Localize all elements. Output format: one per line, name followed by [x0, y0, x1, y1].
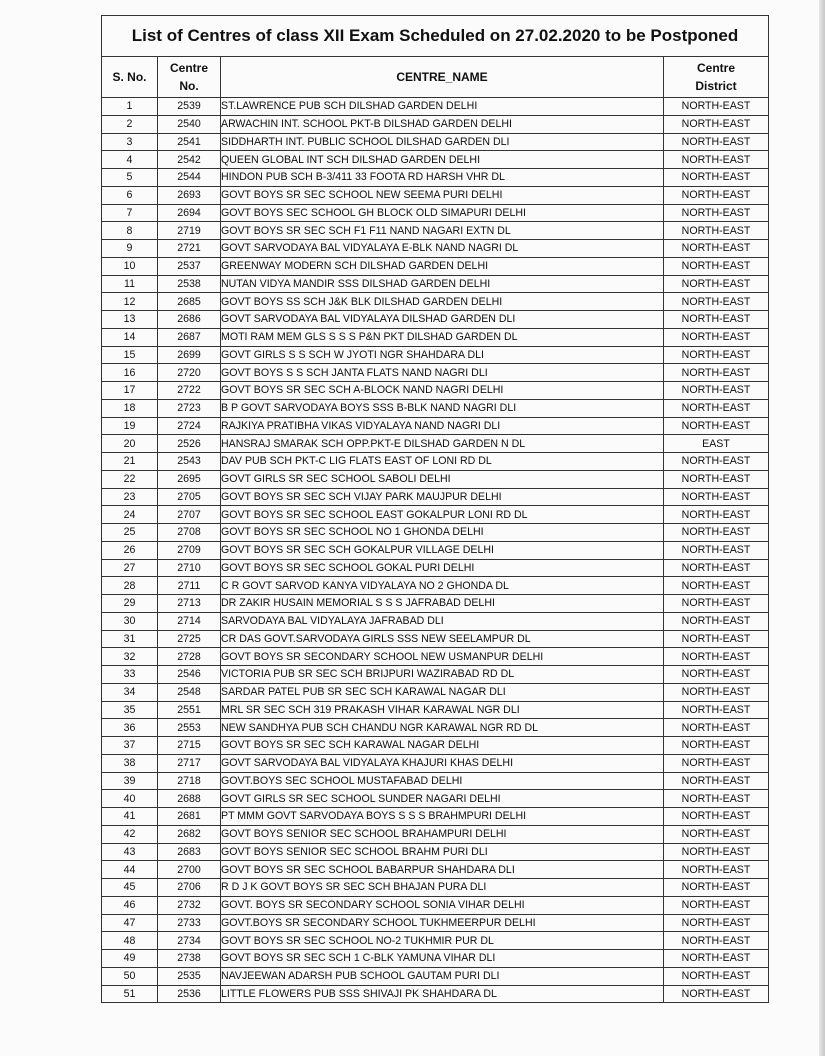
district-cell: NORTH-EAST [664, 382, 769, 400]
serial-number-cell: 47 [102, 914, 158, 932]
district-cell: NORTH-EAST [664, 879, 769, 897]
district-cell: NORTH-EAST [664, 328, 769, 346]
serial-number-cell: 37 [102, 737, 158, 755]
table-row [102, 133, 769, 151]
centre-name-cell: GOVT BOYS SR SEC SCH 1 C-BLK YAMUNA VIHAR DLI [221, 950, 664, 968]
centre-name-cell: NEW SANDHYA PUB SCH CHANDU NGR KARAWAL NGR RD DL [221, 719, 664, 737]
centre-number-cell: 2738 [158, 950, 221, 968]
centre-name-cell: GOVT GIRLS S S SCH W JYOTI NGR SHAHDARA DLI [221, 346, 664, 364]
centre-number-cell: 2732 [158, 896, 221, 914]
centre-name-cell: GOVT BOYS SR SEC SCH GOKALPUR VILLAGE DELHI [221, 541, 664, 559]
district-cell: NORTH-EAST [664, 648, 769, 666]
centre-name-cell: NAVJEEWAN ADARSH PUB SCHOOL GAUTAM PURI DLI [221, 967, 664, 985]
district-cell: NORTH-EAST [664, 666, 769, 684]
centre-number-cell: 2683 [158, 843, 221, 861]
serial-number-cell: 2 [102, 115, 158, 133]
centre-name-cell: GOVT BOYS SR SEC SCHOOL GOKAL PURI DELHI [221, 559, 664, 577]
district-cell: NORTH-EAST [664, 204, 769, 222]
centre-number-cell: 2725 [158, 630, 221, 648]
district-cell: NORTH-EAST [664, 115, 769, 133]
table-row [102, 754, 769, 772]
district-cell: NORTH-EAST [664, 772, 769, 790]
district-cell: NORTH-EAST [664, 932, 769, 950]
serial-number-cell: 51 [102, 985, 158, 1003]
centre-name-cell: GOVT BOYS SS SCH J&K BLK DILSHAD GARDEN DELHI [221, 293, 664, 311]
table-row [102, 843, 769, 861]
centre-number-cell: 2535 [158, 967, 221, 985]
centre-number-cell: 2686 [158, 311, 221, 329]
district-cell: NORTH-EAST [664, 240, 769, 258]
serial-number-cell: 34 [102, 683, 158, 701]
table-row [102, 648, 769, 666]
centre-number-cell: 2710 [158, 559, 221, 577]
centre-name-cell: GOVT BOYS SEC SCHOOL GH BLOCK OLD SIMAPURI DELHI [221, 204, 664, 222]
district-cell: NORTH-EAST [664, 985, 769, 1003]
serial-number-cell: 3 [102, 133, 158, 151]
district-cell: NORTH-EAST [664, 825, 769, 843]
centre-number-cell: 2709 [158, 541, 221, 559]
table-row [102, 275, 769, 293]
centre-name-cell: GOVT BOYS SR SEC SCH VIJAY PARK MAUJPUR DELHI [221, 488, 664, 506]
district-cell: NORTH-EAST [664, 559, 769, 577]
serial-number-cell: 38 [102, 754, 158, 772]
table-row [102, 524, 769, 542]
table-row [102, 186, 769, 204]
table-row [102, 151, 769, 169]
serial-number-cell: 28 [102, 577, 158, 595]
serial-number-cell: 26 [102, 541, 158, 559]
centre-number-cell: 2708 [158, 524, 221, 542]
centre-number-cell: 2687 [158, 328, 221, 346]
district-cell: NORTH-EAST [664, 275, 769, 293]
district-cell: NORTH-EAST [664, 488, 769, 506]
district-cell: NORTH-EAST [664, 169, 769, 187]
centre-number-cell: 2734 [158, 932, 221, 950]
centre-name-cell: CR DAS GOVT.SARVODAYA GIRLS SSS NEW SEELAMPUR DL [221, 630, 664, 648]
table-row [102, 257, 769, 275]
centre-number-cell: 2717 [158, 754, 221, 772]
centre-number-cell: 2707 [158, 506, 221, 524]
table-row [102, 98, 769, 116]
serial-number-cell: 25 [102, 524, 158, 542]
serial-number-cell: 46 [102, 896, 158, 914]
centre-number-cell: 2715 [158, 737, 221, 755]
district-cell: NORTH-EAST [664, 257, 769, 275]
centre-name-cell: GOVT BOYS SENIOR SEC SCHOOL BRAHAMPURI DELHI [221, 825, 664, 843]
centre-name-header: CENTRE_NAME [221, 57, 664, 98]
table-row [102, 470, 769, 488]
document-title: List of Centres of class XII Exam Scheduled on 27.02.2020 to be Postponed [102, 16, 769, 57]
centre-name-cell: RAJKIYA PRATIBHA VIKAS VIDYALAYA NAND NAGRI DLI [221, 417, 664, 435]
title-row [102, 16, 769, 57]
table-row [102, 630, 769, 648]
centre-name-cell: GOVT BOYS SR SEC SCH KARAWAL NAGAR DELHI [221, 737, 664, 755]
centre-number-cell: 2546 [158, 666, 221, 684]
table-row [102, 737, 769, 755]
district-cell: NORTH-EAST [664, 364, 769, 382]
serial-number-cell: 12 [102, 293, 158, 311]
table-row [102, 435, 769, 453]
centre-name-cell: GOVT SARVODAYA BAL VIDYALAYA DILSHAD GARDEN DLI [221, 311, 664, 329]
centre-name-cell: DR ZAKIR HUSAIN MEMORIAL S S S JAFRABAD DELHI [221, 595, 664, 613]
serial-number-cell: 32 [102, 648, 158, 666]
table-row [102, 328, 769, 346]
district-cell: NORTH-EAST [664, 701, 769, 719]
centres-table [101, 15, 769, 1003]
table-row [102, 967, 769, 985]
centre-name-cell: HANSRAJ SMARAK SCH OPP.PKT-E DILSHAD GARDEN N DL [221, 435, 664, 453]
centre-no-header-line2: No. [179, 79, 199, 93]
table-row [102, 559, 769, 577]
centre-number-cell: 2536 [158, 985, 221, 1003]
district-cell: NORTH-EAST [664, 346, 769, 364]
centre-name-cell: GOVT GIRLS SR SEC SCHOOL SABOLI DELHI [221, 470, 664, 488]
district-cell: NORTH-EAST [664, 524, 769, 542]
centre-name-cell: GOVT BOYS SR SEC SCHOOL NO 1 GHONDA DELHI [221, 524, 664, 542]
serial-number-cell: 43 [102, 843, 158, 861]
centre-number-cell: 2728 [158, 648, 221, 666]
centre-name-cell: HINDON PUB SCH B-3/411 33 FOOTA RD HARSH VHR DL [221, 169, 664, 187]
serial-number-cell: 23 [102, 488, 158, 506]
serial-number-cell: 50 [102, 967, 158, 985]
table-body [102, 98, 769, 1003]
centre-name-cell: GOVT BOYS SR SEC SCH F1 F11 NAND NAGARI EXTN DL [221, 222, 664, 240]
centre-number-cell: 2542 [158, 151, 221, 169]
district-cell: NORTH-EAST [664, 222, 769, 240]
centre-name-cell: GOVT BOYS SR SECONDARY SCHOOL NEW USMANPUR DELHI [221, 648, 664, 666]
centre-number-cell: 2718 [158, 772, 221, 790]
centre-name-cell: C R GOVT SARVOD KANYA VIDYALAYA NO 2 GHONDA DL [221, 577, 664, 595]
serial-number-cell: 29 [102, 595, 158, 613]
centre-number-cell: 2721 [158, 240, 221, 258]
centre-number-cell: 2705 [158, 488, 221, 506]
district-cell: NORTH-EAST [664, 808, 769, 826]
district-cell: NORTH-EAST [664, 399, 769, 417]
centre-number-cell: 2706 [158, 879, 221, 897]
centre-no-header [158, 57, 221, 98]
district-cell: NORTH-EAST [664, 151, 769, 169]
centre-name-cell: GOVT BOYS SR SEC SCHOOL EAST GOKALPUR LONI RD DL [221, 506, 664, 524]
centre-name-cell: DAV PUB SCH PKT-C LIG FLATS EAST OF LONI RD DL [221, 453, 664, 471]
table-row [102, 825, 769, 843]
table-row [102, 772, 769, 790]
centre-name-cell: GOVT.BOYS SEC SCHOOL MUSTAFABAD DELHI [221, 772, 664, 790]
table-row [102, 896, 769, 914]
page-edge [819, 0, 825, 1056]
table-row [102, 612, 769, 630]
centre-name-cell: MOTI RAM MEM GLS S S S P&N PKT DILSHAD GARDEN DL [221, 328, 664, 346]
district-cell: NORTH-EAST [664, 98, 769, 116]
centre-name-cell: GOVT. BOYS SR SECONDARY SCHOOL SONIA VIHAR DELHI [221, 896, 664, 914]
centre-no-header-line1: Centre [169, 61, 208, 75]
centre-name-cell: GOVT BOYS SR SEC SCH A-BLOCK NAND NAGRI DELHI [221, 382, 664, 400]
centre-name-cell: SARDAR PATEL PUB SR SEC SCH KARAWAL NAGAR DLI [221, 683, 664, 701]
table-row [102, 701, 769, 719]
centre-name-cell: GREENWAY MODERN SCH DILSHAD GARDEN DELHI [221, 257, 664, 275]
table-row [102, 364, 769, 382]
centre-number-cell: 2700 [158, 861, 221, 879]
centre-number-cell: 2719 [158, 222, 221, 240]
centre-number-cell: 2553 [158, 719, 221, 737]
centre-number-cell: 2551 [158, 701, 221, 719]
centre-number-cell: 2540 [158, 115, 221, 133]
serial-number-cell: 42 [102, 825, 158, 843]
table-row [102, 595, 769, 613]
centre-number-cell: 2538 [158, 275, 221, 293]
centre-number-cell: 2544 [158, 169, 221, 187]
centre-number-cell: 2699 [158, 346, 221, 364]
centre-name-cell: GOVT.BOYS SR SECONDARY SCHOOL TUKHMEERPUR DELHI [221, 914, 664, 932]
district-cell: NORTH-EAST [664, 754, 769, 772]
serial-number-cell: 20 [102, 435, 158, 453]
serial-number-cell: 31 [102, 630, 158, 648]
centre-number-cell: 2688 [158, 790, 221, 808]
serial-number-cell: 36 [102, 719, 158, 737]
table-row [102, 417, 769, 435]
table-row [102, 488, 769, 506]
table-row [102, 240, 769, 258]
centre-name-cell: GOVT SARVODAYA BAL VIDYALAYA E-BLK NAND NAGRI DL [221, 240, 664, 258]
centre-name-cell: SARVODAYA BAL VIDYALAYA JAFRABAD DLI [221, 612, 664, 630]
table-row [102, 790, 769, 808]
district-cell: NORTH-EAST [664, 453, 769, 471]
serial-number-cell: 24 [102, 506, 158, 524]
centre-number-cell: 2541 [158, 133, 221, 151]
centre-name-cell: GOVT SARVODAYA BAL VIDYALAYA KHAJURI KHAS DELHI [221, 754, 664, 772]
table-row [102, 453, 769, 471]
centre-name-cell: GOVT BOYS SR SEC SCHOOL NO-2 TUKHMIR PUR DL [221, 932, 664, 950]
sno-header: S. No. [102, 57, 158, 98]
serial-number-cell: 13 [102, 311, 158, 329]
table-row [102, 311, 769, 329]
table-row [102, 666, 769, 684]
table-row [102, 382, 769, 400]
table-row [102, 932, 769, 950]
centre-name-cell: B P GOVT SARVODAYA BOYS SSS B-BLK NAND NAGRI DLI [221, 399, 664, 417]
district-cell: NORTH-EAST [664, 293, 769, 311]
centre-name-cell: MRL SR SEC SCH 319 PRAKASH VIHAR KARAWAL NGR DLI [221, 701, 664, 719]
centre-number-cell: 2681 [158, 808, 221, 826]
table-row [102, 914, 769, 932]
district-cell: NORTH-EAST [664, 577, 769, 595]
centre-name-cell: SIDDHARTH INT. PUBLIC SCHOOL DILSHAD GARDEN DLI [221, 133, 664, 151]
district-cell: NORTH-EAST [664, 417, 769, 435]
serial-number-cell: 48 [102, 932, 158, 950]
header-row [102, 57, 769, 98]
centre-number-cell: 2526 [158, 435, 221, 453]
district-cell: NORTH-EAST [664, 861, 769, 879]
district-cell: NORTH-EAST [664, 506, 769, 524]
serial-number-cell: 1 [102, 98, 158, 116]
centre-number-cell: 2724 [158, 417, 221, 435]
serial-number-cell: 19 [102, 417, 158, 435]
table-row [102, 719, 769, 737]
table-row [102, 346, 769, 364]
centre-number-cell: 2695 [158, 470, 221, 488]
centre-number-cell: 2539 [158, 98, 221, 116]
centre-name-cell: GOVT BOYS S S SCH JANTA FLATS NAND NAGRI DLI [221, 364, 664, 382]
centre-name-cell: GOVT BOYS SENIOR SEC SCHOOL BRAHM PURI DLI [221, 843, 664, 861]
serial-number-cell: 18 [102, 399, 158, 417]
serial-number-cell: 41 [102, 808, 158, 826]
district-header [664, 57, 769, 98]
centre-number-cell: 2733 [158, 914, 221, 932]
centre-name-cell: QUEEN GLOBAL INT SCH DILSHAD GARDEN DELHI [221, 151, 664, 169]
table-row [102, 577, 769, 595]
serial-number-cell: 14 [102, 328, 158, 346]
serial-number-cell: 21 [102, 453, 158, 471]
centre-number-cell: 2711 [158, 577, 221, 595]
serial-number-cell: 39 [102, 772, 158, 790]
district-cell: NORTH-EAST [664, 737, 769, 755]
serial-number-cell: 11 [102, 275, 158, 293]
district-cell: NORTH-EAST [664, 133, 769, 151]
centre-name-cell: GOVT GIRLS SR SEC SCHOOL SUNDER NAGARI DELHI [221, 790, 664, 808]
district-cell: NORTH-EAST [664, 470, 769, 488]
centre-name-cell: LITTLE FLOWERS PUB SSS SHIVAJI PK SHAHDARA DL [221, 985, 664, 1003]
district-cell: NORTH-EAST [664, 630, 769, 648]
district-cell: NORTH-EAST [664, 896, 769, 914]
centre-number-cell: 2548 [158, 683, 221, 701]
district-cell: NORTH-EAST [664, 967, 769, 985]
table-row [102, 169, 769, 187]
centre-name-cell: VICTORIA PUB SR SEC SCH BRIJPURI WAZIRABAD RD DL [221, 666, 664, 684]
serial-number-cell: 9 [102, 240, 158, 258]
centre-name-cell: ST.LAWRENCE PUB SCH DILSHAD GARDEN DELHI [221, 98, 664, 116]
centre-number-cell: 2720 [158, 364, 221, 382]
district-cell: NORTH-EAST [664, 595, 769, 613]
serial-number-cell: 33 [102, 666, 158, 684]
centre-number-cell: 2537 [158, 257, 221, 275]
district-cell: NORTH-EAST [664, 186, 769, 204]
centre-number-cell: 2543 [158, 453, 221, 471]
table-row [102, 115, 769, 133]
district-cell: NORTH-EAST [664, 683, 769, 701]
centre-name-cell: GOVT BOYS SR SEC SCHOOL BABARPUR SHAHDARA DLI [221, 861, 664, 879]
serial-number-cell: 40 [102, 790, 158, 808]
centre-name-cell: NUTAN VIDYA MANDIR SSS DILSHAD GARDEN DELHI [221, 275, 664, 293]
table-row [102, 506, 769, 524]
district-cell: NORTH-EAST [664, 790, 769, 808]
table-row [102, 950, 769, 968]
centre-number-cell: 2713 [158, 595, 221, 613]
serial-number-cell: 4 [102, 151, 158, 169]
table-row [102, 985, 769, 1003]
serial-number-cell: 6 [102, 186, 158, 204]
serial-number-cell: 16 [102, 364, 158, 382]
district-cell: NORTH-EAST [664, 843, 769, 861]
centre-name-cell: ARWACHIN INT. SCHOOL PKT-B DILSHAD GARDEN DELHI [221, 115, 664, 133]
serial-number-cell: 35 [102, 701, 158, 719]
serial-number-cell: 22 [102, 470, 158, 488]
serial-number-cell: 49 [102, 950, 158, 968]
serial-number-cell: 8 [102, 222, 158, 240]
district-cell: NORTH-EAST [664, 612, 769, 630]
table-row [102, 879, 769, 897]
district-cell: NORTH-EAST [664, 719, 769, 737]
centre-number-cell: 2685 [158, 293, 221, 311]
table-row [102, 222, 769, 240]
table-row [102, 861, 769, 879]
district-cell: EAST [664, 435, 769, 453]
serial-number-cell: 44 [102, 861, 158, 879]
district-cell: NORTH-EAST [664, 914, 769, 932]
serial-number-cell: 27 [102, 559, 158, 577]
centre-number-cell: 2723 [158, 399, 221, 417]
district-header-line1: Centre [697, 61, 736, 75]
table-row [102, 293, 769, 311]
centre-number-cell: 2694 [158, 204, 221, 222]
district-header-line2: District [695, 79, 737, 93]
table-row [102, 683, 769, 701]
serial-number-cell: 45 [102, 879, 158, 897]
serial-number-cell: 17 [102, 382, 158, 400]
district-cell: NORTH-EAST [664, 541, 769, 559]
serial-number-cell: 30 [102, 612, 158, 630]
centre-name-cell: R D J K GOVT BOYS SR SEC SCH BHAJAN PURA DLI [221, 879, 664, 897]
table-row [102, 808, 769, 826]
centre-number-cell: 2722 [158, 382, 221, 400]
serial-number-cell: 10 [102, 257, 158, 275]
district-cell: NORTH-EAST [664, 311, 769, 329]
centre-name-cell: PT MMM GOVT SARVODAYA BOYS S S S BRAHMPURI DELHI [221, 808, 664, 826]
table-row [102, 541, 769, 559]
serial-number-cell: 15 [102, 346, 158, 364]
serial-number-cell: 7 [102, 204, 158, 222]
centre-name-cell: GOVT BOYS SR SEC SCHOOL NEW SEEMA PURI DELHI [221, 186, 664, 204]
table-row [102, 204, 769, 222]
centre-number-cell: 2714 [158, 612, 221, 630]
centre-number-cell: 2693 [158, 186, 221, 204]
serial-number-cell: 5 [102, 169, 158, 187]
district-cell: NORTH-EAST [664, 950, 769, 968]
table-row [102, 399, 769, 417]
centre-number-cell: 2682 [158, 825, 221, 843]
